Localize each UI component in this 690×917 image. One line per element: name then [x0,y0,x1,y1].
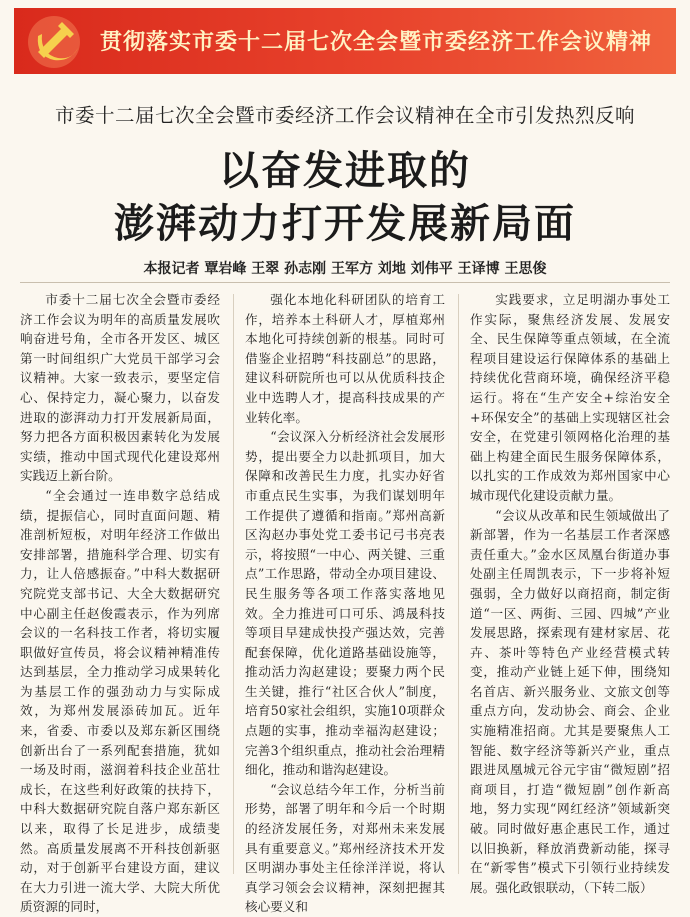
article-column-1 [20,290,220,915]
headline-line-2: 澎湃动力打开发展新局面 [114,201,576,247]
paragraph: 实践要求，立足明湖办事处工作实际，聚焦经济发展、发展安全、民生保障等重点领域，在全流程项目建设运行保障体系的基础上持续优化营商环境，确保经济平稳运行。将在“生产安全+综治安全+环保安全”的基础上实现辖区社会安全，在党建引领网格化治理的基础上构建全面民生服务保障体系，以扎实的工作成效为郑州国家中心城市现代化建设贡献力量。 [470,292,670,503]
divider [20,282,670,283]
article-column-3 [470,290,670,895]
paragraph: “会议总结今年工作，分析当前形势，部署了明年和今后一个时期的经济发展任务，对郑州未来发展具有重要意义。”郑州经济技术开发区明湖办事处主任徐洋洋说，将认真学习领会会议精神，深刻把握其核心要义和 [245,781,445,915]
paragraph: 市委十二届七次全会暨市委经济工作会议为明年的高质量发展吹响奋进号角，全市各开发区、城区第一时间组织广大党员干部学习会议精神。大家一致表示，要坚定信心、保持定力，凝心聚力，以奋发进取的澎湃动力打开发展新局面，努力把各方面积极因素转化为发展实绩，推动中国式现代化建设郑州实践迈上新台阶。 [20,292,220,484]
column-separator [458,294,459,874]
column-separator [233,294,234,874]
paragraph: “会议深入分析经济社会发展形势，提出要全力以赴抓项目，加大保障和改善民生力度，扎实办好省市重点民生实事，为我们谋划明年工作提供了遵循和指南。”郑州高新区沟赵办事处党工委书记弓书亮表示，将按照“一中心、两关键、三重点”工作思路，带动全办项目建设、民生服务等各项工作落实落地见效。全力推进可口可乐、鸿晟科技等项目早建成快投产强达效，完善配套保障，优化道路基础设施等，推动活力沟赵建设；要聚力两个民生关键，推行“社区合伙人”制度，培育50家社会组织，实施10项群众点题的实事，推动幸福沟赵建设；完善3个组织重点，推动社会治理精细化，推动和谐沟赵建设。 [245,429,445,778]
byline: 本报记者 覃岩峰 王翠 孙志刚 王军方 刘地 刘伟平 王译博 王思俊 [143,261,547,277]
article-kicker: 市委十二届七次全会暨市委经济工作会议精神在全市引发热烈反响 [54,104,635,127]
party-emblem-icon [24,12,88,70]
paragraph: “会议从改革和民生领域做出了新部署，作为一名基层工作者深感责任重大。”金水区凤凰台街道办事处副主任周凯表示，下一步将补短强弱，全力做好以商招商，制定街道“一区、两街、三园、四城”产业发展思路，探索现有建材家居、花卉、茶叶等特色产业经营模式转变，推动产业链上延下伸，围绕知名首店、新兴服务业、文旅文创等重点方向，发动协会、商会、企业实施精准招商。尤其是要聚焦人工智能、数字经济等新兴产业，重点跟进凤凰城元谷元宇宙“微短剧”招商项目，打造“微短剧”创作新高地，努力实现“网红经济”领域新突破。同时做好惠企惠民工作，通过以旧换新，释放消费新动能，探寻在“新零售”模式下引领行业持续发展。强化政银联动，（下转二版） [470,507,670,895]
headline-line-1: 以奋发进取的 [219,148,471,194]
article-column-2 [245,290,445,915]
banner-title: 贯彻落实市委十二届七次全会暨市委经济工作会议精神 [100,30,653,55]
paragraph: 强化本地化科研团队的培育工作，培养本土科研人才，厚植郑州本地化可持续创新的根基。同时可借鉴企业招聘“科技副总”的思路，建议科研院所也可以从优质科技企业中选聘人才，提高科技成果的产业转化率。 [245,292,445,425]
paragraph: “全会通过一连串数字总结成绩，提振信心，同时直面问题、精准剖析短板，对明年经济工作做出安排部署，措施科学合理、切实有力，让人倍感振奋。”中科大数据研究院党支部书记、大全大数据研究中心副主任赵俊霞表示，作为列席会议的一名科技工作者，将切实履职做好宣传员，将会议精神精准传达到基层，全力推动学习成果转化为基层工作的强劲动力与实际成效，为郑州发展添砖加瓦。近年来，省委、市委以及郑东新区围绕创新出台了一系列配套措施，犹如一场及时雨，滋润着科技企业茁壮成长，在这些利好政策的扶持下，中科大数据研究院自落户郑东新区以来，取得了长足进步，成绩斐然。高质量发展离不开科技创新驱动，对于创新平台建设方面，建议在大力引进一流大学、大院大所优质资源的同时， [20,487,220,915]
section-banner [14,8,676,74]
